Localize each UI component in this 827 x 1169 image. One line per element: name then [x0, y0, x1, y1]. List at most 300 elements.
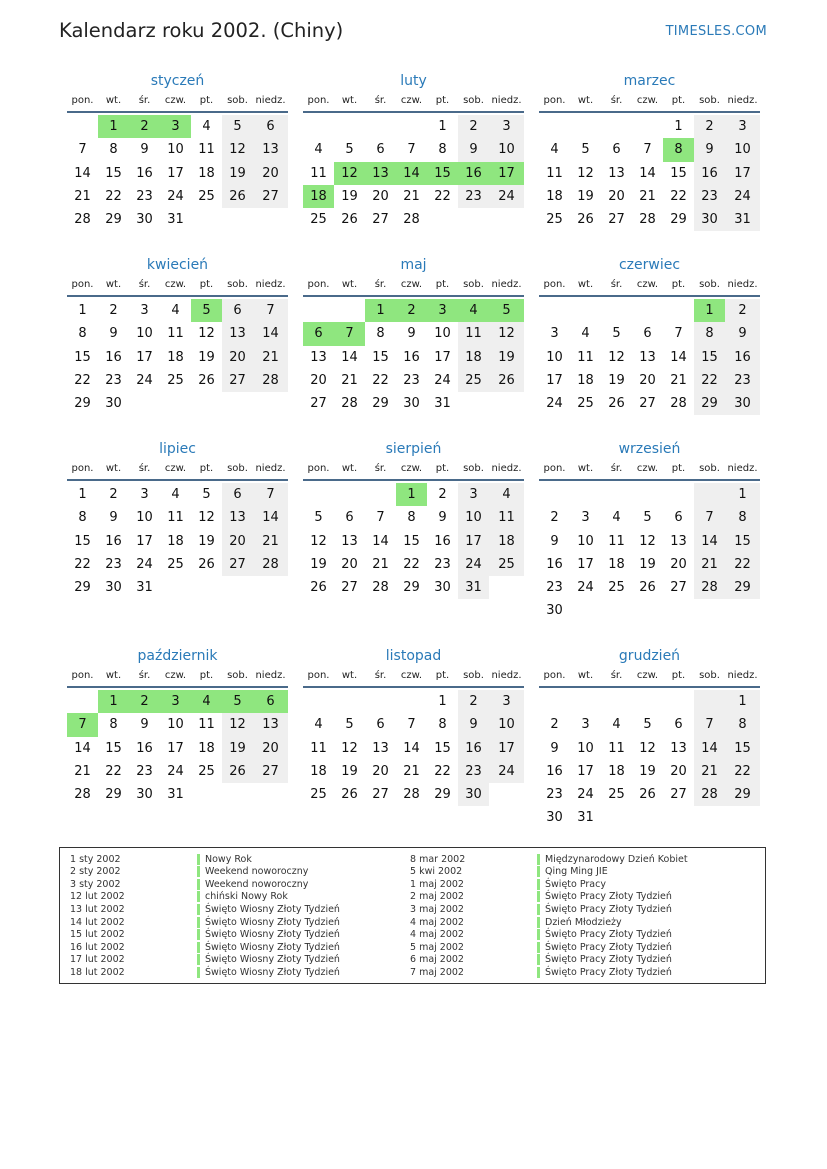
empty-day-cell	[458, 392, 489, 415]
weekday-header	[539, 275, 760, 297]
day-cell: 11	[310, 740, 327, 756]
weekday-header	[303, 91, 524, 113]
month-name: lipiec	[159, 441, 196, 457]
day-cell: 7	[694, 506, 725, 529]
weekday-label: niedz.	[491, 463, 522, 474]
day-cell: 4	[202, 119, 211, 134]
day-cell: 1	[78, 303, 87, 318]
day-cell: 19	[341, 763, 358, 779]
empty-day-cell	[222, 783, 253, 806]
day-cell: 23	[458, 760, 489, 783]
day-cell: 15	[105, 740, 122, 756]
day-cell: 1	[396, 483, 427, 506]
day-cell: 2	[129, 690, 160, 713]
holiday-date: 17 lut 2002	[70, 954, 125, 966]
day-cell: 2	[109, 487, 118, 502]
day-grid	[67, 481, 288, 599]
day-cell: 9	[550, 533, 559, 549]
empty-day-cell	[663, 299, 694, 322]
empty-day-cell	[489, 783, 524, 806]
day-cell: 29	[694, 392, 725, 415]
day-grid	[539, 688, 760, 830]
empty-day-cell	[222, 208, 253, 231]
day-cell: 19	[639, 556, 656, 572]
day-cell: 13	[670, 533, 687, 549]
day-cell: 1	[438, 694, 447, 709]
month-block	[539, 646, 760, 830]
month-block	[539, 255, 760, 415]
day-cell: 11	[167, 326, 184, 342]
day-cell: 16	[725, 346, 760, 369]
day-cell: 11	[489, 506, 524, 529]
empty-day-cell	[663, 483, 694, 506]
day-cell: 19	[489, 346, 524, 369]
month-name: czerwiec	[618, 257, 681, 273]
weekday-label: niedz.	[255, 463, 286, 474]
day-cell: 22	[434, 188, 451, 204]
day-cell: 25	[489, 553, 524, 576]
day-cell: 10	[577, 740, 594, 756]
day-cell: 7	[78, 142, 87, 158]
empty-day-cell	[632, 690, 663, 713]
day-cell: 6	[345, 510, 354, 526]
day-grid	[303, 688, 524, 806]
weekday-label: pt.	[199, 279, 214, 290]
weekday-label: wt.	[577, 95, 594, 106]
day-cell: 23	[725, 369, 760, 392]
day-cell: 16	[105, 533, 122, 549]
day-cell: 21	[74, 188, 91, 204]
day-cell: 10	[489, 713, 524, 736]
day-cell: 10	[136, 326, 153, 342]
day-cell: 8	[376, 326, 385, 342]
weekday-label: sob.	[699, 279, 720, 290]
empty-day-cell	[601, 806, 632, 829]
weekday-label: czw.	[400, 95, 423, 106]
day-cell: 18	[546, 188, 563, 204]
month-name: styczeń	[150, 73, 205, 89]
day-cell: 18	[198, 740, 215, 756]
day-cell: 6	[222, 299, 253, 322]
holiday-entry	[400, 966, 688, 979]
weekday-header	[539, 666, 760, 688]
day-cell: 15	[725, 530, 760, 553]
day-cell: 20	[222, 346, 253, 369]
day-cell: 17	[136, 533, 153, 549]
day-cell: 9	[725, 322, 760, 345]
empty-day-cell	[539, 115, 570, 138]
day-cell: 31	[167, 212, 184, 228]
day-cell: 1	[98, 115, 129, 138]
weekday-label: czw.	[164, 463, 187, 474]
day-cell: 14	[694, 530, 725, 553]
day-cell: 1	[694, 299, 725, 322]
day-cell: 23	[136, 763, 153, 779]
weekday-label: pt.	[199, 463, 214, 474]
day-cell: 14	[403, 740, 420, 756]
day-cell: 20	[253, 737, 288, 760]
day-cell: 9	[438, 510, 447, 526]
empty-day-cell	[632, 483, 663, 506]
day-cell: 14	[639, 165, 656, 181]
day-cell: 25	[577, 396, 594, 412]
day-cell: 19	[198, 533, 215, 549]
day-cell: 17	[577, 763, 594, 779]
day-cell: 3	[550, 326, 559, 342]
empty-day-cell	[601, 483, 632, 506]
weekday-label: sob.	[463, 279, 484, 290]
site-logo-link[interactable]: TIMESLES.COM	[665, 24, 767, 39]
weekday-label: śr.	[138, 279, 151, 290]
empty-day-cell	[601, 299, 632, 322]
day-cell: 22	[105, 188, 122, 204]
weekday-label: czw.	[636, 670, 659, 681]
day-cell: 4	[581, 326, 590, 342]
day-cell: 28	[372, 580, 389, 596]
day-cell: 27	[253, 760, 288, 783]
day-cell: 23	[136, 188, 153, 204]
empty-day-cell	[601, 690, 632, 713]
day-cell: 28	[74, 212, 91, 228]
day-cell: 20	[639, 372, 656, 388]
day-cell: 7	[674, 326, 683, 342]
day-cell: 31	[167, 787, 184, 803]
day-cell: 12	[639, 533, 656, 549]
weekday-label: wt.	[105, 279, 122, 290]
holiday-date: 18 lut 2002	[70, 966, 125, 978]
day-cell: 5	[489, 299, 524, 322]
day-cell: 5	[643, 717, 652, 733]
day-cell: 10	[167, 142, 184, 158]
day-cell: 3	[427, 299, 458, 322]
day-cell: 31	[458, 576, 489, 599]
month-block	[303, 646, 524, 806]
day-cell: 19	[198, 349, 215, 365]
weekday-label: czw.	[164, 279, 187, 290]
weekday-header	[303, 666, 524, 688]
day-cell: 31	[136, 580, 153, 596]
day-cell: 12	[639, 740, 656, 756]
day-cell: 21	[341, 372, 358, 388]
day-cell: 30	[546, 810, 563, 826]
day-cell: 7	[67, 713, 98, 736]
day-cell: 3	[458, 483, 489, 506]
weekday-label: niedz.	[491, 670, 522, 681]
day-cell: 2	[694, 115, 725, 138]
day-cell: 15	[725, 737, 760, 760]
empty-day-cell	[396, 115, 427, 138]
day-cell: 24	[136, 556, 153, 572]
day-cell: 5	[612, 326, 621, 342]
weekday-label: pon.	[71, 95, 94, 106]
day-cell: 1	[725, 483, 760, 506]
day-cell: 15	[670, 165, 687, 181]
weekday-label: niedz.	[255, 670, 286, 681]
day-cell: 7	[407, 142, 416, 158]
empty-day-cell	[601, 115, 632, 138]
weekday-label: sob.	[227, 279, 248, 290]
day-cell: 16	[546, 556, 563, 572]
day-cell: 8	[438, 717, 447, 733]
holiday-entry	[60, 953, 340, 966]
day-cell: 14	[670, 349, 687, 365]
day-cell: 6	[674, 717, 683, 733]
day-cell: 28	[74, 787, 91, 803]
weekday-label: czw.	[636, 279, 659, 290]
day-cell: 18	[310, 763, 327, 779]
day-cell: 19	[608, 372, 625, 388]
weekday-header	[67, 91, 288, 113]
day-cell: 17	[167, 165, 184, 181]
day-cell: 25	[546, 212, 563, 228]
empty-day-cell	[663, 690, 694, 713]
empty-day-cell	[725, 599, 760, 622]
holiday-date: 8 mar 2002	[410, 853, 466, 865]
day-cell: 27	[253, 185, 288, 208]
day-cell: 8	[78, 326, 87, 342]
day-cell: 28	[253, 369, 288, 392]
day-cell: 24	[546, 396, 563, 412]
day-cell: 26	[608, 396, 625, 412]
day-cell: 9	[458, 138, 489, 161]
day-cell: 13	[670, 740, 687, 756]
day-cell: 1	[438, 119, 447, 134]
day-cell: 21	[372, 556, 389, 572]
empty-day-cell	[570, 299, 601, 322]
month-block	[539, 71, 760, 231]
day-cell: 29	[403, 580, 420, 596]
day-cell: 15	[694, 346, 725, 369]
day-cell: 2	[550, 510, 559, 526]
day-cell: 27	[639, 396, 656, 412]
day-cell: 24	[434, 372, 451, 388]
weekday-header	[67, 666, 288, 688]
day-cell: 13	[341, 533, 358, 549]
empty-day-cell	[303, 690, 334, 713]
holiday-name: Weekend noworoczny	[197, 879, 308, 890]
weekday-label: śr.	[610, 463, 623, 474]
holiday-date: 1 maj 2002	[410, 878, 464, 890]
day-cell: 19	[341, 188, 358, 204]
day-cell: 6	[643, 326, 652, 342]
weekday-label: czw.	[164, 95, 187, 106]
day-cell: 12	[341, 740, 358, 756]
day-cell: 29	[105, 212, 122, 228]
empty-day-cell	[489, 392, 524, 415]
weekday-label: śr.	[138, 463, 151, 474]
weekday-header	[539, 459, 760, 481]
day-grid	[303, 113, 524, 231]
empty-day-cell	[365, 115, 396, 138]
empty-day-cell	[694, 483, 725, 506]
holiday-entry	[60, 903, 340, 916]
day-cell: 8	[109, 717, 118, 733]
day-cell: 21	[253, 346, 288, 369]
day-cell: 20	[310, 372, 327, 388]
weekday-label: śr.	[610, 279, 623, 290]
day-cell: 30	[725, 392, 760, 415]
day-cell: 28	[670, 396, 687, 412]
day-cell: 31	[434, 396, 451, 412]
weekday-label: czw.	[400, 463, 423, 474]
day-cell: 14	[396, 162, 427, 185]
holiday-date: 2 sty 2002	[70, 866, 121, 878]
weekday-label: pt.	[671, 95, 686, 106]
month-name: wrzesień	[618, 441, 681, 457]
holiday-date: 3 sty 2002	[70, 878, 121, 890]
weekday-label: czw.	[164, 670, 187, 681]
day-cell: 18	[198, 165, 215, 181]
weekday-header	[303, 459, 524, 481]
day-cell: 23	[403, 372, 420, 388]
day-cell: 6	[612, 142, 621, 158]
day-cell: 24	[136, 372, 153, 388]
day-cell: 12	[198, 326, 215, 342]
day-cell: 4	[612, 717, 621, 733]
holiday-name: chiński Nowy Rok	[197, 891, 288, 902]
month-name: maj	[400, 257, 427, 273]
weekday-label: pon.	[543, 670, 566, 681]
weekday-label: sob.	[227, 670, 248, 681]
empty-day-cell	[334, 299, 365, 322]
day-cell: 7	[253, 483, 288, 506]
day-cell: 23	[546, 787, 563, 803]
weekday-label: śr.	[610, 670, 623, 681]
day-cell: 28	[639, 212, 656, 228]
day-cell: 12	[222, 138, 253, 161]
month-name: październik	[137, 648, 218, 664]
weekday-label: niedz.	[255, 95, 286, 106]
weekday-label: pon.	[307, 95, 330, 106]
day-cell: 10	[489, 138, 524, 161]
day-cell: 3	[489, 115, 524, 138]
day-cell: 2	[129, 115, 160, 138]
day-cell: 9	[407, 326, 416, 342]
day-cell: 20	[372, 188, 389, 204]
holiday-date: 6 maj 2002	[410, 954, 464, 966]
day-cell: 7	[643, 142, 652, 158]
empty-day-cell	[632, 806, 663, 829]
day-grid	[303, 297, 524, 415]
weekday-label: wt.	[341, 95, 358, 106]
day-cell: 31	[725, 208, 760, 231]
day-cell: 12	[489, 322, 524, 345]
day-cell: 24	[577, 787, 594, 803]
weekday-label: sob.	[463, 95, 484, 106]
holiday-entry	[400, 903, 688, 916]
day-cell: 2	[396, 299, 427, 322]
day-cell: 22	[725, 760, 760, 783]
day-cell: 21	[639, 188, 656, 204]
day-cell: 21	[74, 763, 91, 779]
day-cell: 23	[546, 580, 563, 596]
day-cell: 7	[407, 717, 416, 733]
day-cell: 4	[489, 483, 524, 506]
day-cell: 15	[74, 349, 91, 365]
day-cell: 25	[167, 556, 184, 572]
month-block	[539, 439, 760, 623]
empty-day-cell	[67, 115, 98, 138]
holiday-name: Święto Wiosny Złoty Tydzień	[197, 942, 340, 953]
day-cell: 5	[191, 299, 222, 322]
empty-day-cell	[303, 299, 334, 322]
empty-day-cell	[570, 599, 601, 622]
day-cell: 25	[310, 787, 327, 803]
month-name: kwiecień	[146, 257, 209, 273]
empty-day-cell	[601, 599, 632, 622]
weekday-label: pon.	[71, 463, 94, 474]
day-cell: 3	[581, 510, 590, 526]
empty-day-cell	[365, 483, 396, 506]
holiday-date: 13 lut 2002	[70, 903, 125, 915]
day-cell: 25	[458, 369, 489, 392]
holiday-name: Święto Pracy Złoty Tydzień	[537, 954, 672, 965]
day-cell: 29	[105, 787, 122, 803]
day-cell: 13	[365, 162, 396, 185]
empty-day-cell	[253, 783, 288, 806]
weekday-label: czw.	[636, 463, 659, 474]
weekday-label: pt.	[435, 463, 450, 474]
holiday-entry	[60, 916, 340, 929]
day-cell: 22	[372, 372, 389, 388]
holiday-entry	[60, 928, 340, 941]
holiday-entry	[400, 916, 688, 929]
day-cell: 22	[403, 556, 420, 572]
day-cell: 22	[74, 556, 91, 572]
day-cell: 24	[167, 763, 184, 779]
weekday-label: sob.	[227, 95, 248, 106]
day-cell: 26	[577, 212, 594, 228]
empty-day-cell	[67, 690, 98, 713]
day-cell: 29	[434, 787, 451, 803]
day-cell: 21	[694, 553, 725, 576]
empty-day-cell	[694, 690, 725, 713]
empty-day-cell	[160, 576, 191, 599]
month-block	[67, 646, 288, 806]
day-cell: 16	[458, 737, 489, 760]
day-cell: 17	[167, 740, 184, 756]
day-cell: 18	[167, 349, 184, 365]
holiday-name: Święto Pracy Złoty Tydzień	[537, 891, 672, 902]
empty-day-cell	[725, 806, 760, 829]
day-cell: 13	[222, 506, 253, 529]
weekday-label: wt.	[341, 670, 358, 681]
day-cell: 1	[78, 487, 87, 502]
weekday-label: sob.	[463, 670, 484, 681]
holiday-entry	[400, 928, 688, 941]
day-cell: 3	[725, 115, 760, 138]
day-cell: 16	[694, 162, 725, 185]
day-cell: 28	[253, 553, 288, 576]
day-cell: 16	[458, 162, 489, 185]
day-cell: 15	[372, 349, 389, 365]
weekday-label: niedz.	[491, 279, 522, 290]
day-cell: 9	[550, 740, 559, 756]
weekday-label: pt.	[435, 95, 450, 106]
day-cell: 29	[725, 783, 760, 806]
day-cell: 11	[310, 165, 327, 181]
weekday-label: pt.	[435, 279, 450, 290]
empty-day-cell	[570, 115, 601, 138]
empty-day-cell	[129, 392, 160, 415]
empty-day-cell	[253, 576, 288, 599]
day-cell: 6	[222, 483, 253, 506]
day-cell: 15	[105, 165, 122, 181]
holiday-entry	[400, 866, 688, 879]
day-cell: 27	[222, 369, 253, 392]
weekday-label: pon.	[71, 670, 94, 681]
weekday-label: wt.	[577, 279, 594, 290]
